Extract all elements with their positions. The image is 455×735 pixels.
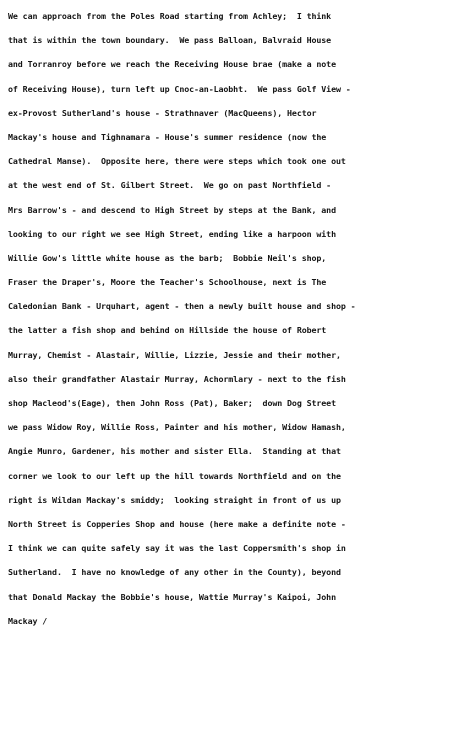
text-body bbox=[8, 10, 453, 639]
text-line: We can approach from the Poles Road starting from Achley; I think bbox=[8, 11, 332, 21]
text-line: of Receiving House), turn left up Cnoc-an-Laobht. We pass Golf View - bbox=[8, 83, 351, 94]
text-line: right is Wildan Mackay's smiddy; looking straight in front of us up bbox=[8, 494, 341, 505]
text-line: the latter a fish shop and behind on Hillside the house of Robert bbox=[8, 325, 327, 336]
text-line: Mackay / bbox=[8, 615, 48, 626]
text-line: that Donald Mackay the Bobbie's house, Wattie Murray's Kaipoi, John bbox=[8, 591, 336, 602]
text-line: Mackay's house and Tighnamara - House's summer residence (now the bbox=[8, 131, 327, 142]
text-line: ex-Provost Sutherland's house - Strathnaver (MacQueens), Hector bbox=[8, 107, 317, 118]
text-line: Cathedral Manse). Opposite here, there were steps which took one out bbox=[8, 156, 346, 167]
text-line: and Torranroy before we reach the Receiving House brae (make a note bbox=[8, 59, 336, 70]
text-line: Fraser the Draper's, Moore the Teacher's Schoolhouse, next is The bbox=[8, 277, 327, 288]
text-line: at the west end of St. Gilbert Street. We go on past Northfield - bbox=[8, 180, 332, 191]
text-line: Caledonian Bank - Urquhart, agent - then a newly built house and shop - bbox=[8, 301, 356, 312]
text-line: I think we can quite safely say it was the last Coppersmith's shop in bbox=[8, 543, 346, 554]
text-line: North Street is Copperies Shop and house (here make a definite note - bbox=[8, 518, 346, 529]
text-line: Murray, Chemist - Alastair, Willie, Lizzie, Jessie and their mother, bbox=[8, 349, 341, 360]
text-line: we pass Widow Roy, Willie Ross, Painter and his mother, Widow Hamash, bbox=[8, 422, 346, 433]
text-line: Sutherland. I have no knowledge of any other in the County), beyond bbox=[8, 567, 341, 578]
text-line: shop Macleod's(Eage), then John Ross (Pat), Baker; down Dog Street bbox=[8, 398, 336, 408]
text-line: Mrs Barrow's - and descend to High Street by steps at the Bank, and bbox=[8, 204, 336, 215]
text-line: that is within the town boundary. We pass Balloan, Balvraid House bbox=[8, 35, 332, 46]
text-line: Angie Munro, Gardener, his mother and sister Ella. Standing at that bbox=[8, 446, 341, 457]
text-line: Willie Gow's little white house as the barb; Bobbie Neil's shop, bbox=[8, 252, 327, 263]
text-line: also their grandfather Alastair Murray, Achormlary - next to the fish bbox=[8, 373, 346, 384]
text-line: corner we look to our left up the hill towards Northfield and on the bbox=[8, 470, 341, 481]
text-line: looking to our right we see High Street, ending like a harpoon with bbox=[8, 228, 336, 239]
